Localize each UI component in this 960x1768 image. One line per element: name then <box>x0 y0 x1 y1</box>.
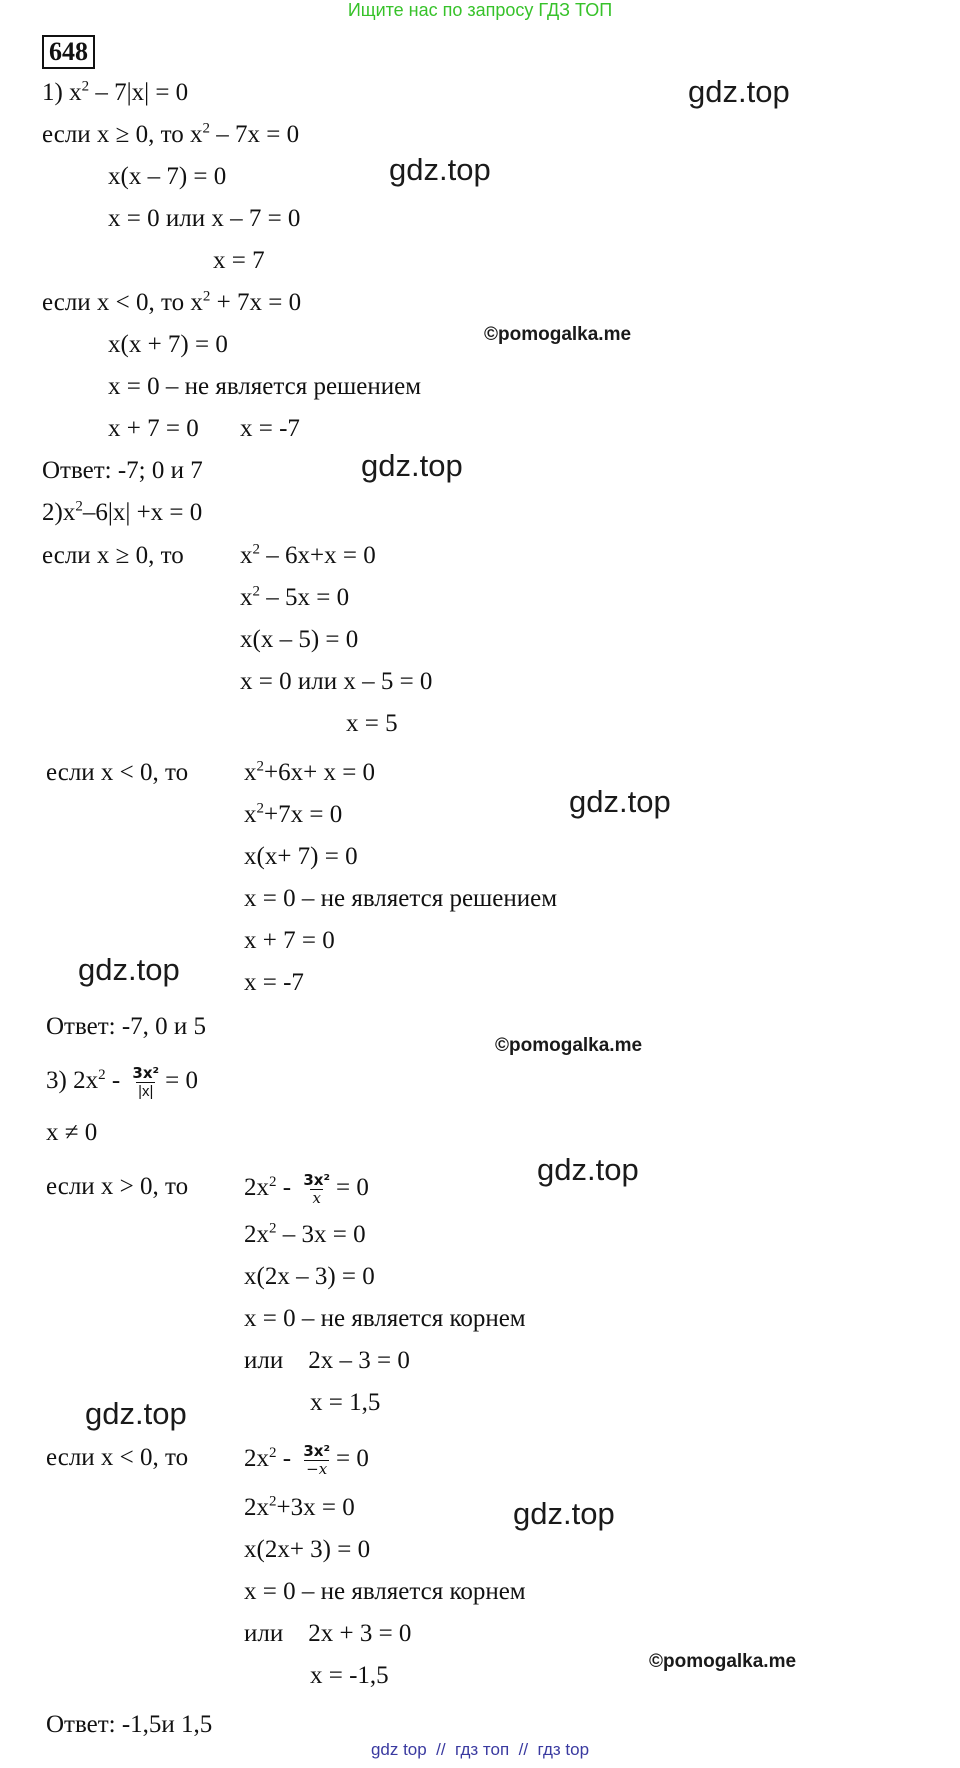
part3-step: x = 0 – не является корнем <box>244 1578 526 1605</box>
part3-root: x = 1,5 <box>310 1389 381 1416</box>
part3-step: x(2x+ 3) = 0 <box>244 1536 371 1563</box>
watermark-gdz: gdz.top <box>569 784 671 819</box>
part3-step: $2x^2+3x = 0$ <box>244 1493 355 1521</box>
watermark-gdz: gdz.top <box>78 952 180 987</box>
part2-step: x = 0 – не является решением <box>244 885 558 912</box>
part3-domain: x ≠ 0 <box>46 1119 98 1146</box>
watermark-gdz: gdz.top <box>513 1496 615 1531</box>
part2-step: $x^2+7x = 0$ <box>244 800 343 828</box>
watermark-pomogalka: ©pomogalka.me <box>484 324 632 345</box>
part1-root: x = 7 <box>213 247 265 274</box>
part1-answer: Ответ: -7; 0 и 7 <box>42 457 203 484</box>
part1-case-pos: если x ≥ 0, то $x^2 - 7x = 0$ <box>42 120 300 148</box>
part3-case-pos: если x > 0, то <box>46 1173 189 1200</box>
part3-answer: Ответ: -1,5и 1,5 <box>46 1711 213 1738</box>
watermark-gdz: gdz.top <box>688 74 790 109</box>
part2-step: $x^2 - 6x+x = 0$ <box>240 541 376 569</box>
part3-step: x = 0 – не является корнем <box>244 1305 526 1332</box>
part3-step: или 2x + 3 = 0 <box>244 1620 412 1647</box>
part1-step: x + 7 = 0 <box>108 415 199 442</box>
part2-case-pos: если x ≥ 0, то <box>42 542 184 569</box>
part1-step: x(x – 7) = 0 <box>108 163 227 190</box>
watermark-gdz: gdz.top <box>361 448 463 483</box>
part2-step: x(x – 5) = 0 <box>240 626 359 653</box>
part1-step: x(x + 7) = 0 <box>108 331 228 358</box>
part3-step: $2x^2 - 3x = 0$ <box>244 1220 366 1248</box>
part1-step: x = 0 или x – 7 = 0 <box>108 205 301 232</box>
task-number: 648 <box>42 35 95 69</box>
part2-case-neg: если x < 0, то <box>46 759 189 786</box>
part2-step: x = 0 или x – 5 = 0 <box>240 668 433 695</box>
watermark-pomogalka: ©pomogalka.me <box>495 1035 643 1056</box>
watermark-gdz: gdz.top <box>389 152 491 187</box>
watermark-gdz: gdz.top <box>85 1396 187 1431</box>
part3-step: x(2x – 3) = 0 <box>244 1263 375 1290</box>
part1-step: x = 0 – не является решением <box>108 373 422 400</box>
part1-equation: 1) $x^2 - 7|x| = 0$ <box>42 78 189 106</box>
fraction: $\frac{\text{3x²}}{-x}$ <box>303 1442 331 1478</box>
fraction: $\frac{\text{3x²}}{x}$ <box>303 1171 331 1207</box>
part3-step: $2x^2$ - $\frac{\text{3x²}}{x}$ = 0 <box>244 1171 369 1207</box>
part3-step: или 2x – 3 = 0 <box>244 1347 410 1374</box>
fraction: $\frac{\text{3x²}}{|x|}$ <box>132 1064 160 1100</box>
part3-equation: 3) $2x^2$ - $\frac{\text{3x²}}{|x|}$ = 0 <box>46 1064 198 1100</box>
part2-step: x + 7 = 0 <box>244 927 335 954</box>
top-banner[interactable]: Ищите нас по запросу ГДЗ ТОП <box>347 0 613 20</box>
part2-step: $x^2+6x+ x = 0$ <box>244 758 376 786</box>
watermark-gdz: gdz.top <box>537 1152 639 1187</box>
part2-step: x(x+ 7) = 0 <box>244 843 358 870</box>
part1-case-neg: если x < 0, то $x^2 + 7x = 0$ <box>42 288 302 316</box>
part2-equation: $2)x^2-6|x| +x = 0$ <box>42 498 203 526</box>
watermark-pomogalka: ©pomogalka.me <box>649 1651 797 1672</box>
part2-root: x = 5 <box>346 710 398 737</box>
footer-links[interactable]: gdz top // гдз топ // гдз top <box>370 1740 590 1759</box>
part2-step: $x^2 - 5x = 0$ <box>240 583 350 611</box>
part2-root: x = -7 <box>244 969 304 996</box>
part3-step: $2x^2$ - $\frac{\text{3x²}}{-x}$ = 0 <box>244 1442 369 1478</box>
part2-answer: Ответ: -7, 0 и 5 <box>46 1013 207 1040</box>
part1-root: x = -7 <box>240 415 300 442</box>
part3-case-neg: если x < 0, то <box>46 1444 189 1471</box>
part3-root: x = -1,5 <box>310 1662 389 1689</box>
